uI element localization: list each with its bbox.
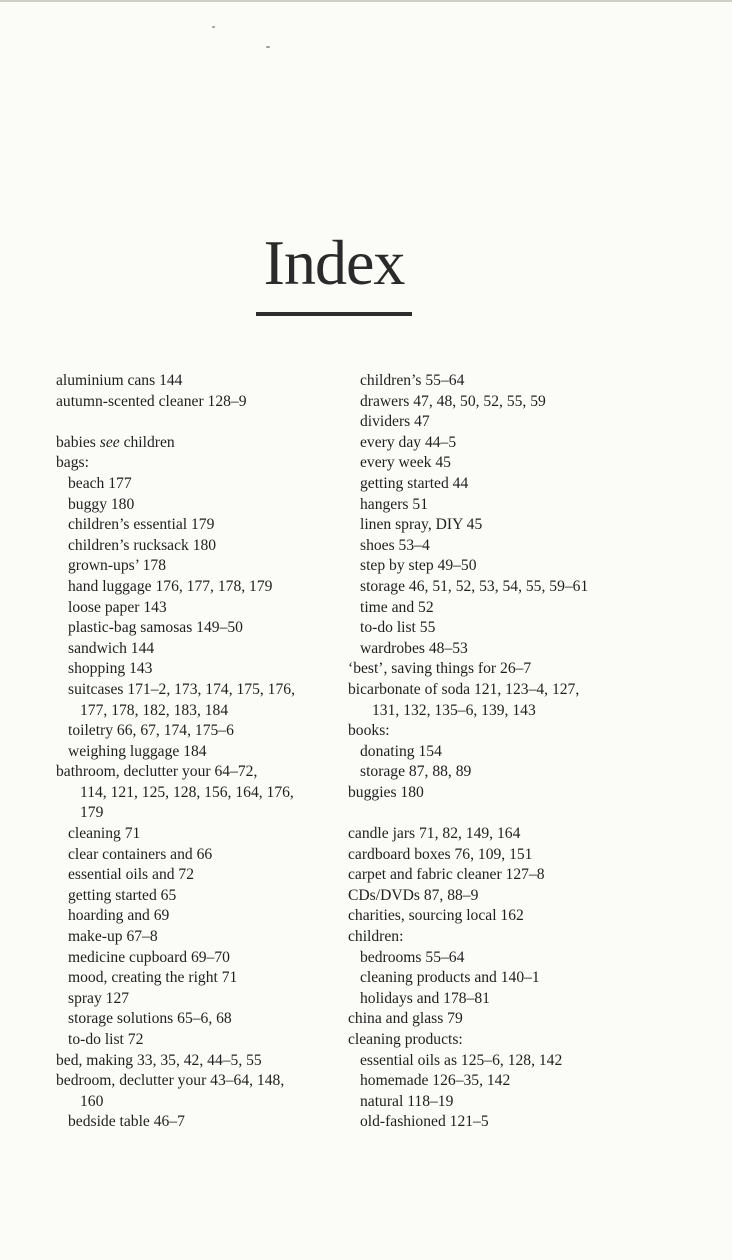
index-subentry: shopping 143 <box>68 660 153 678</box>
index-column-right <box>348 371 648 1133</box>
index-subentry: children’s essential 179 <box>68 516 215 534</box>
index-subentry: essential oils as 125–6, 128, 142 <box>360 1051 563 1069</box>
index-subentry: cleaning 71 <box>68 825 141 843</box>
index-continuation: 177, 178, 182, 183, 184 <box>80 701 229 719</box>
index-entry: autumn-scented cleaner 128–9 <box>56 392 247 410</box>
index-continuation: 131, 132, 135–6, 139, 143 <box>372 701 536 719</box>
index-continuation: 114, 121, 125, 128, 156, 164, 176, <box>80 783 294 801</box>
index-subentry: mood, creating the right 71 <box>68 969 238 987</box>
index-subentry: spray 127 <box>68 989 130 1007</box>
index-subentry: wardrobes 48–53 <box>360 639 468 657</box>
index-continuation: 160 <box>80 1092 104 1110</box>
index-subentry: toiletry 66, 67, 174, 175–6 <box>68 722 234 740</box>
index-subentry: storage 87, 88, 89 <box>360 763 472 781</box>
index-subentry: medicine cupboard 69–70 <box>68 948 230 966</box>
index-subentry: sandwich 144 <box>68 639 155 657</box>
index-gap <box>56 412 356 433</box>
index-entry: children: <box>348 928 404 946</box>
index-subentry: children’s rucksack 180 <box>68 536 217 554</box>
index-subentry: storage 46, 51, 52, 53, 54, 55, 59–61 <box>360 577 589 595</box>
index-column-left <box>56 371 356 1133</box>
index-entry: candle jars 71, 82, 149, 164 <box>348 825 521 843</box>
index-entry: cleaning products: <box>348 1031 463 1048</box>
paper-speck <box>212 26 215 28</box>
index-entry: babies see children <box>56 433 175 451</box>
index-subentry: linen spray, DIY 45 <box>360 516 483 534</box>
top-edge-line <box>0 0 732 2</box>
index-entry: bags: <box>56 454 89 472</box>
title-underline <box>256 312 412 316</box>
index-subentry: buggy 180 <box>68 495 135 513</box>
index-subentry: storage solutions 65–6, 68 <box>68 1010 232 1028</box>
index-subentry: dividers 47 <box>360 413 430 431</box>
index-subentry: weighing luggage 184 <box>68 742 207 760</box>
index-subentry: shoes 53–4 <box>360 536 430 554</box>
index-subentry: bedrooms 55–64 <box>360 948 465 966</box>
index-entry: china and glass 79 <box>348 1010 463 1028</box>
index-subentry: suitcases 171–2, 173, 174, 175, 176, <box>68 680 295 698</box>
page-title: Index <box>263 227 405 298</box>
index-subentry: to-do list 72 <box>68 1031 144 1048</box>
index-entry: bed, making 33, 35, 42, 44–5, 55 <box>56 1051 262 1069</box>
index-entry: charities, sourcing local 162 <box>348 907 524 925</box>
index-subentry: bedside table 46–7 <box>68 1113 185 1131</box>
index-gap <box>348 803 648 824</box>
index-entry: bathroom, declutter your 64–72, <box>56 763 258 781</box>
index-subentry: drawers 47, 48, 50, 52, 55, 59 <box>360 392 546 410</box>
index-subentry: clear containers and 66 <box>68 845 213 863</box>
index-subentry: homemade 126–35, 142 <box>360 1072 511 1090</box>
cross-reference: see <box>99 433 120 451</box>
index-subentry: getting started 65 <box>68 886 177 904</box>
index-subentry: hoarding and 69 <box>68 907 170 925</box>
index-subentry: plastic-bag samosas 149–50 <box>68 619 243 637</box>
index-subentry: hand luggage 176, 177, 178, 179 <box>68 577 273 595</box>
index-entry: carpet and fabric cleaner 127–8 <box>348 866 545 884</box>
index-entry: bicarbonate of soda 121, 123–4, 127, <box>348 680 580 698</box>
index-subentry: loose paper 143 <box>68 598 167 616</box>
index-subentry: donating 154 <box>360 742 442 760</box>
index-entry: buggies 180 <box>348 783 424 801</box>
index-subentry: getting started 44 <box>360 474 469 492</box>
index-subentry: make-up 67–8 <box>68 928 158 946</box>
index-subentry: to-do list 55 <box>360 619 436 637</box>
index-subentry: hangers 51 <box>360 495 428 513</box>
index-entry: CDs/DVDs 87, 88–9 <box>348 886 479 904</box>
index-subentry: grown-ups’ 178 <box>68 557 167 575</box>
index-subentry: every week 45 <box>360 454 451 472</box>
index-subentry: step by step 49–50 <box>360 557 477 575</box>
index-entry: books: <box>348 722 390 740</box>
index-subentry: old-fashioned 121–5 <box>360 1113 489 1131</box>
index-subentry: natural 118–19 <box>360 1092 454 1110</box>
index-continuation: 179 <box>80 804 104 822</box>
index-subentry: beach 177 <box>68 474 132 492</box>
index-entry: aluminium cans 144 <box>56 372 183 389</box>
index-entry: ‘best’, saving things for 26–7 <box>348 660 532 678</box>
index-subentry: every day 44–5 <box>360 433 457 451</box>
index-subentry: time and 52 <box>360 598 434 616</box>
index-subentry: holidays and 178–81 <box>360 989 490 1007</box>
index-subentry: children’s 55–64 <box>360 372 465 389</box>
index-entry: cardboard boxes 76, 109, 151 <box>348 845 533 863</box>
index-entry: bedroom, declutter your 43–64, 148, <box>56 1072 285 1090</box>
index-subentry: essential oils and 72 <box>68 866 195 884</box>
index-subentry: cleaning products and 140–1 <box>360 969 540 987</box>
paper-speck <box>266 46 270 48</box>
